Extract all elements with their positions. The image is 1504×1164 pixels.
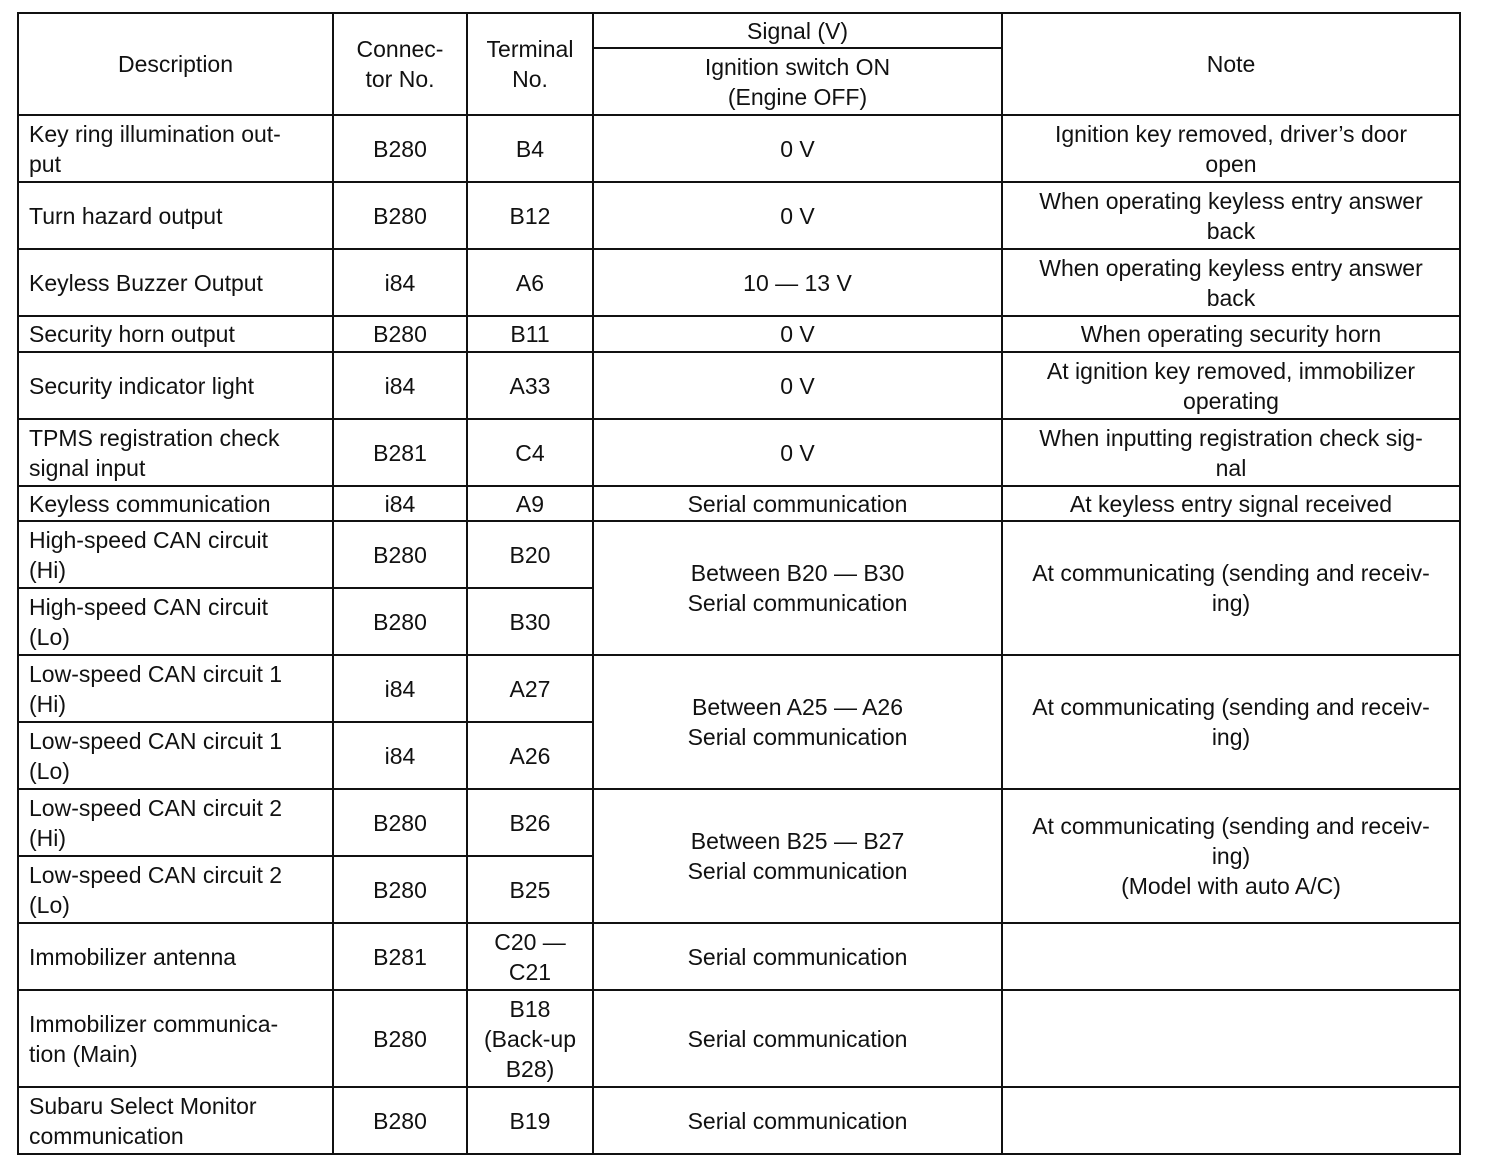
signal-spec-table <box>17 12 1461 1155</box>
row-terminal: B30 <box>467 588 593 655</box>
row-description: High-speed CAN circuit (Hi) <box>18 521 333 588</box>
row-note: When inputting registration check sig- nal <box>1002 419 1460 486</box>
row-terminal: B11 <box>467 316 593 352</box>
row-signal: Between A25 — A26 Serial communication <box>593 655 1002 789</box>
table-row <box>18 316 1460 352</box>
row-description: Security horn output <box>18 316 333 352</box>
row-description: High-speed CAN circuit (Lo) <box>18 588 333 655</box>
row-connector: i84 <box>333 655 467 722</box>
row-terminal: B26 <box>467 789 593 856</box>
row-note: Ignition key removed, driver’s door open <box>1002 115 1460 182</box>
row-terminal: B12 <box>467 182 593 249</box>
row-description: Key ring illumination out- put <box>18 115 333 182</box>
row-terminal: C20 — C21 <box>467 923 593 990</box>
row-signal: 0 V <box>593 419 1002 486</box>
table-row <box>18 352 1460 419</box>
row-connector: i84 <box>333 722 467 789</box>
row-connector: B280 <box>333 115 467 182</box>
header-connector: Connec- tor No. <box>333 13 467 115</box>
table-row <box>18 521 1460 588</box>
row-terminal: B20 <box>467 521 593 588</box>
row-terminal: A9 <box>467 486 593 521</box>
row-description: Immobilizer communica- tion (Main) <box>18 990 333 1087</box>
row-description: TPMS registration check signal input <box>18 419 333 486</box>
row-connector: i84 <box>333 486 467 521</box>
row-signal: Between B20 — B30 Serial communication <box>593 521 1002 655</box>
table-row <box>18 789 1460 856</box>
row-connector: B280 <box>333 316 467 352</box>
row-description: Low-speed CAN circuit 1 (Hi) <box>18 655 333 722</box>
row-note: At ignition key removed, immobilizer operating <box>1002 352 1460 419</box>
row-terminal: A6 <box>467 249 593 316</box>
header-signal: Signal (V) <box>593 13 1002 48</box>
row-connector: B280 <box>333 182 467 249</box>
row-connector: B280 <box>333 990 467 1087</box>
row-terminal: B4 <box>467 115 593 182</box>
row-description: Keyless Buzzer Output <box>18 249 333 316</box>
row-note: When operating keyless entry answer back <box>1002 249 1460 316</box>
row-signal: Serial communication <box>593 990 1002 1087</box>
row-signal: 0 V <box>593 182 1002 249</box>
row-signal: Serial communication <box>593 923 1002 990</box>
row-signal: 0 V <box>593 352 1002 419</box>
table-row <box>18 486 1460 521</box>
row-connector: B280 <box>333 588 467 655</box>
row-note: At keyless entry signal received <box>1002 486 1460 521</box>
row-connector: B281 <box>333 419 467 486</box>
row-description: Low-speed CAN circuit 2 (Lo) <box>18 856 333 923</box>
row-note: At communicating (sending and receiv- ing) <box>1002 655 1460 789</box>
row-note: When operating security horn <box>1002 316 1460 352</box>
row-signal: Serial communication <box>593 486 1002 521</box>
row-terminal: A33 <box>467 352 593 419</box>
table-row <box>18 1087 1460 1154</box>
row-connector: B281 <box>333 923 467 990</box>
table-row <box>18 923 1460 990</box>
row-terminal: A26 <box>467 722 593 789</box>
row-description: Keyless communication <box>18 486 333 521</box>
header-note: Note <box>1002 13 1460 115</box>
row-connector: B280 <box>333 856 467 923</box>
row-connector: B280 <box>333 1087 467 1154</box>
row-note <box>1002 1087 1460 1154</box>
header-terminal: Terminal No. <box>467 13 593 115</box>
row-note: At communicating (sending and receiv- ing) (Model with auto A/C) <box>1002 789 1460 923</box>
row-signal: 0 V <box>593 115 1002 182</box>
table-row <box>18 182 1460 249</box>
row-terminal: B19 <box>467 1087 593 1154</box>
row-terminal: B18 (Back-up B28) <box>467 990 593 1087</box>
row-connector: B280 <box>333 521 467 588</box>
row-description: Low-speed CAN circuit 1 (Lo) <box>18 722 333 789</box>
row-terminal: B25 <box>467 856 593 923</box>
table-row <box>18 419 1460 486</box>
row-terminal: A27 <box>467 655 593 722</box>
row-description: Security indicator light <box>18 352 333 419</box>
row-description: Subaru Select Monitor communication <box>18 1087 333 1154</box>
header-signal-condition: Ignition switch ON (Engine OFF) <box>593 48 1002 115</box>
row-terminal: C4 <box>467 419 593 486</box>
row-note <box>1002 923 1460 990</box>
row-signal: 0 V <box>593 316 1002 352</box>
row-description: Low-speed CAN circuit 2 (Hi) <box>18 789 333 856</box>
table-row <box>18 115 1460 182</box>
table-row <box>18 655 1460 722</box>
row-signal: Between B25 — B27 Serial communication <box>593 789 1002 923</box>
row-description: Immobilizer antenna <box>18 923 333 990</box>
row-connector: i84 <box>333 352 467 419</box>
header-description: Description <box>18 13 333 115</box>
table-row <box>18 990 1460 1087</box>
table-row <box>18 249 1460 316</box>
row-connector: i84 <box>333 249 467 316</box>
row-connector: B280 <box>333 789 467 856</box>
row-note: When operating keyless entry answer back <box>1002 182 1460 249</box>
row-description: Turn hazard output <box>18 182 333 249</box>
row-signal: 10 — 13 V <box>593 249 1002 316</box>
row-signal: Serial communication <box>593 1087 1002 1154</box>
row-note <box>1002 990 1460 1087</box>
row-note: At communicating (sending and receiv- ing) <box>1002 521 1460 655</box>
